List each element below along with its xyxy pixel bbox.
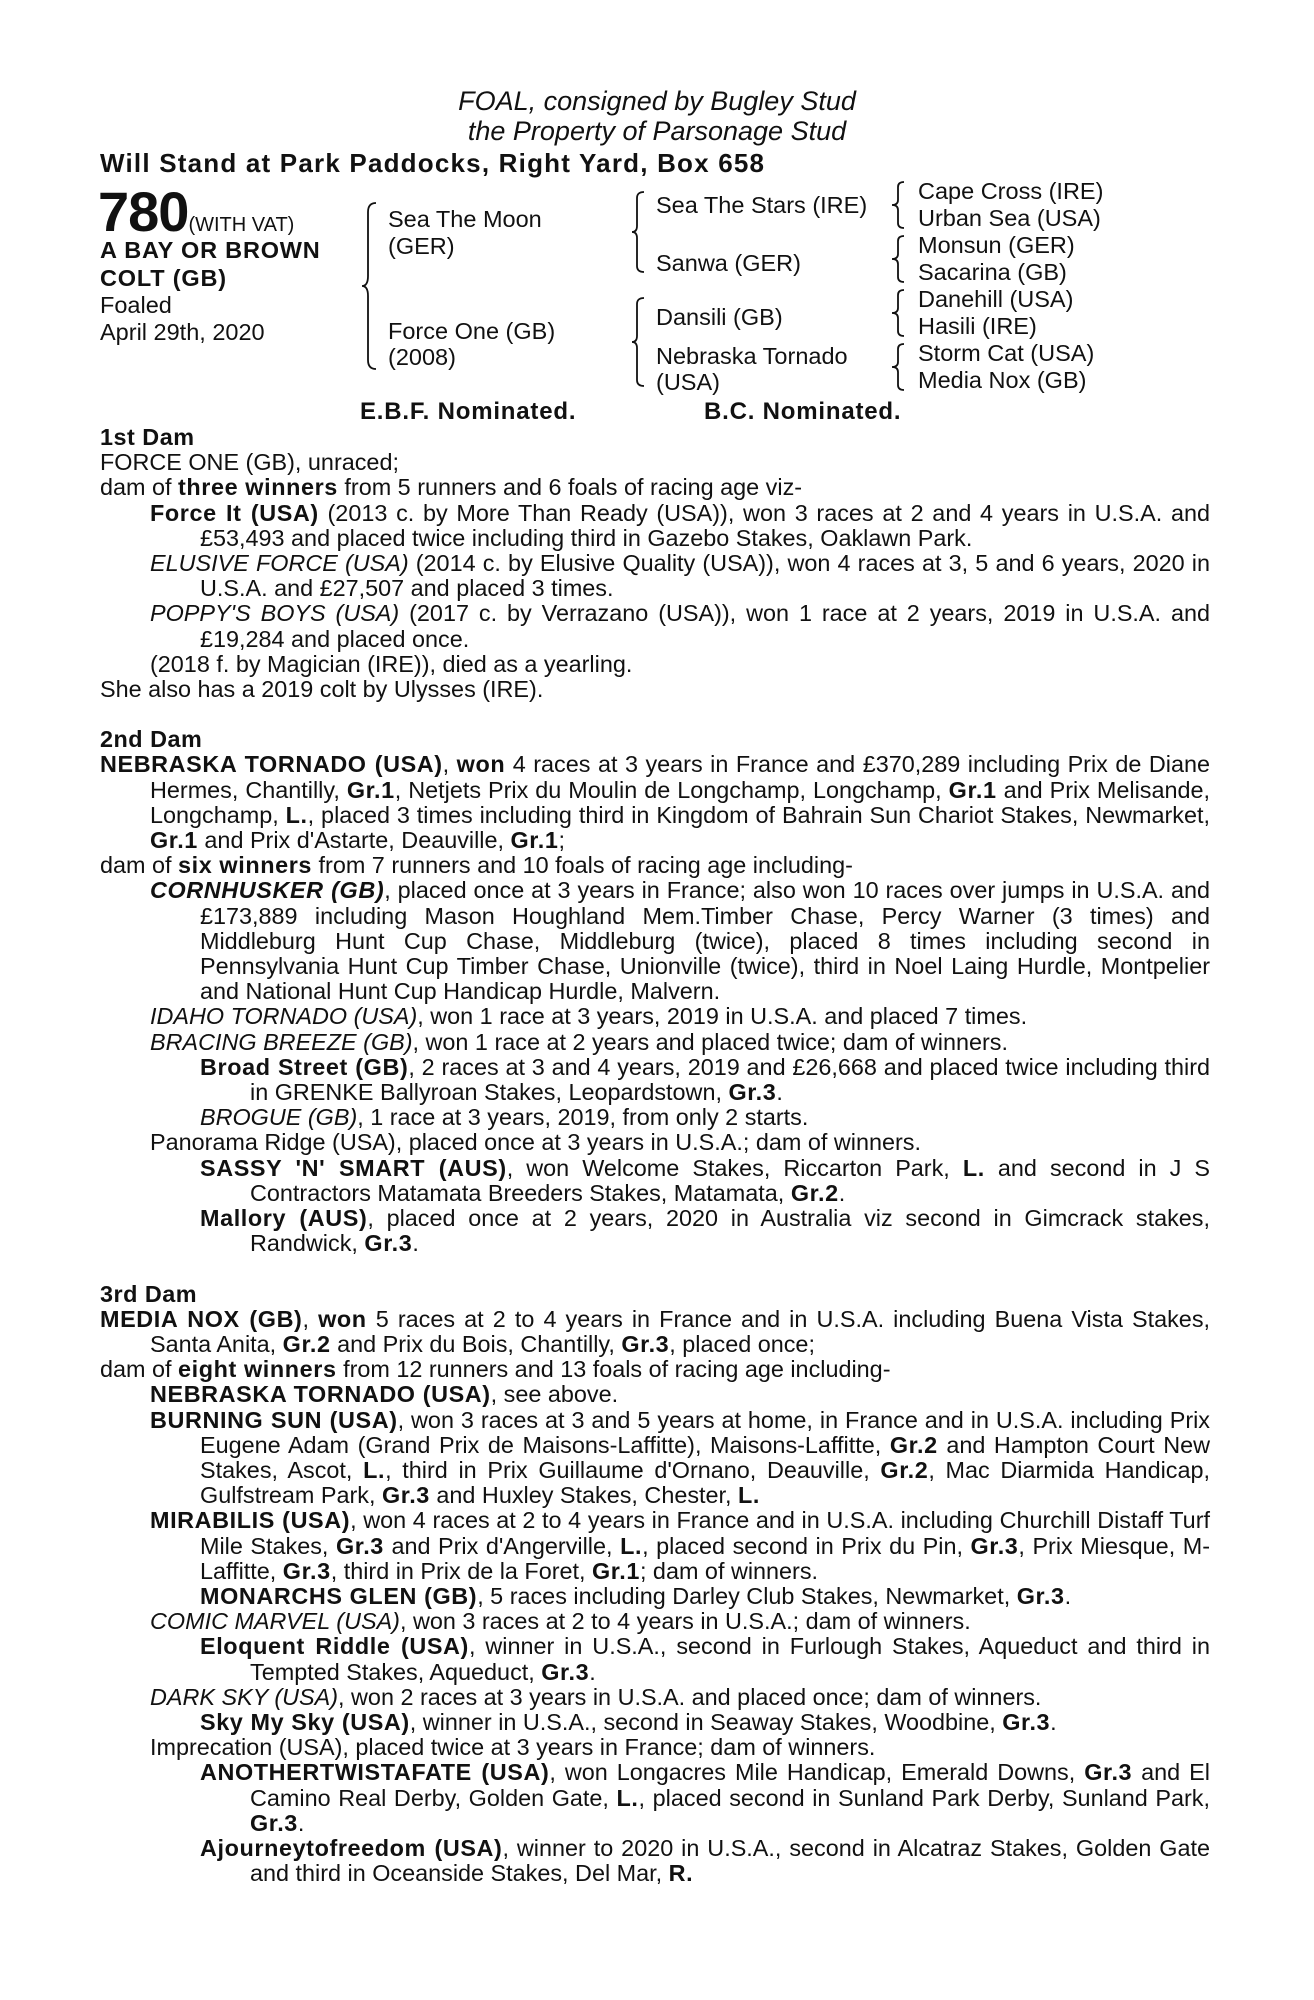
first-dam-heading: 1st Dam	[100, 424, 195, 450]
produce-mirabilis: MIRABILIS (USA), won 4 races at 2 to 4 years in France and in U.S.A. including Churchill Distaff Turf Mile Stakes, Gr.3 and Prix d'Angerville, L., placed second in Prix du Pin, Gr.3, Prix Miesque, M-Laffitte, Gr.3, third in Prix de la Foret, Gr.1; dam of winners.	[150, 1507, 1211, 1584]
produce-monarchs-glen: MONARCHS GLEN (GB), 5 races including Darley Club Stakes, Newmarket, Gr.3.	[200, 1582, 1072, 1609]
second-dam-heading: 2nd Dam	[100, 726, 203, 753]
dam-sire-sire: Danehill (USA)	[918, 286, 1074, 312]
vat-note: (WITH VAT)	[188, 214, 295, 236]
ds-brace-icon	[890, 288, 908, 338]
stand-location: Will Stand at Park Paddocks, Right Yard, Box 658	[100, 148, 766, 178]
sire-name: Sea The Moon	[388, 206, 542, 232]
sire-sire: Sea The Stars (IRE)	[656, 192, 868, 218]
produce-bracing-breeze: BRACING BREEZE (GB), won 1 race at 2 years and placed twice; dam of winners.	[150, 1028, 1008, 1055]
dam-dam-country: (USA)	[656, 369, 720, 395]
sire-sire-sire: Cape Cross (IRE)	[918, 178, 1104, 204]
produce-nebraska-tornado: NEBRASKA TORNADO (USA), see above.	[150, 1381, 619, 1408]
foaled-date: April 29th, 2020	[100, 319, 265, 345]
bc-nomination: B.C. Nominated.	[704, 398, 902, 425]
sire-sire-dam: Urban Sea (USA)	[918, 205, 1101, 231]
produce-cornhusker: CORNHUSKER (GB), placed once at 3 years in France; also won 10 races over jumps in U.S.A. and £173,889 including Mason Houghland Mem.Timber Chase, Percy Warner (3 times) and Middleburg Hunt Cup Chase, Middleburg (twice), placed 8 times including second in Pennsylvania Hunt Cup Timber Chase, Unionville (twice), third in Noel Laing Hurdle, Montpelier and National Hunt Cup Handicap Hurdle, Malvern.	[150, 877, 1210, 1005]
first-dam-produce-line: dam of three winners from 5 runners and 6 foals of racing age viz-	[100, 474, 803, 501]
produce-force-it: Force It (USA) (2013 c. by More Than Ready (USA)), won 3 races at 2 and 4 years in U.S.A. and £53,493 and placed twice including third in Gazebo Stakes, Oaklawn Park.	[150, 499, 1210, 551]
produce-comic-marvel: COMIC MARVEL (USA), won 3 races at 2 to 4 years in U.S.A.; dam of winners.	[150, 1608, 971, 1635]
sd-brace-icon	[890, 234, 908, 284]
third-dam-heading: 3rd Dam	[100, 1280, 198, 1307]
dam-line-brace-icon	[630, 296, 648, 388]
produce-mallory: Mallory (AUS), placed once at 2 years, 2020 in Australia viz second in Gimcrack stakes, Randwick, Gr.3.	[200, 1205, 1211, 1257]
produce-elusive-force: ELUSIVE FORCE (USA) (2014 c. by Elusive Quality (USA)), won 4 races at 3, 5 and 6 years, 2020 in U.S.A. and £27,507 and placed 3 times.	[150, 550, 1210, 602]
sire-line-brace-icon	[630, 190, 648, 274]
second-dam-produce-line: dam of six winners from 7 runners and 10 foals of racing age including-	[100, 852, 853, 879]
produce-2019-colt: She also has a 2019 colt by Ulysses (IRE).	[100, 676, 544, 703]
third-dam-produce-line: dam of eight winners from 12 runners and 13 foals of racing age including-	[100, 1356, 891, 1383]
produce-sky-my-sky: Sky My Sky (USA), winner in U.S.A., second in Seaway Stakes, Woodbine, Gr.3.	[200, 1708, 1057, 1735]
produce-anothertwistafate: ANOTHERTWISTAFATE (USA), won Longacres Mile Handicap, Emerald Downs, Gr.3 and El Camino Real Derby, Golden Gate, L., placed second in Sunland Park Derby, Sunland Park, Gr.3.	[200, 1759, 1210, 1836]
produce-2018-filly: (2018 f. by Magician (IRE)), died as a yearling.	[150, 650, 633, 677]
lot-number-block	[98, 180, 295, 243]
dd-brace-icon	[890, 342, 908, 392]
produce-dark-sky: DARK SKY (USA), won 2 races at 3 years in U.S.A. and placed once; dam of winners.	[150, 1683, 1042, 1710]
foaled-label: Foaled	[100, 292, 172, 318]
third-dam-record: MEDIA NOX (GB), won 5 races at 2 to 4 years in France and in U.S.A. including Buena Vista Stakes, Santa Anita, Gr.2 and Prix du Bois, Chantilly, Gr.3, placed once;	[100, 1305, 1211, 1357]
produce-broad-street: Broad Street (GB), 2 races at 3 and 4 years, 2019 and £26,668 and placed twice including third in GRENKE Ballyroan Stakes, Leopardstown, Gr.3.	[200, 1053, 1211, 1106]
second-dam-record: NEBRASKA TORNADO (USA), won 4 races at 3 years in France and £370,289 including Prix de Diane Hermes, Chantilly, Gr.1, Netjets Prix du Moulin de Longchamp, Longchamp, Gr.1 and Prix Melisande, Longchamp, L., placed 3 times including third in Kingdom of Bahrain Sun Chariot Stakes, Newmarket, Gr.1 and Prix d'Astarte, Deauville, Gr.1;	[100, 751, 1210, 854]
sire-dam: Sanwa (GER)	[656, 250, 801, 276]
property-line: the Property of Parsonage Stud	[467, 116, 847, 146]
first-dam-line: FORCE ONE (GB), unraced;	[100, 449, 399, 476]
lot-desc-line1: A BAY OR BROWN	[100, 237, 321, 263]
produce-sassy-n-smart: SASSY 'N' SMART (AUS), won Welcome Stakes, Riccarton Park, L. and second in J S Contractors Matamata Breeders Stakes, Matamata, Gr.2.	[200, 1154, 1210, 1206]
ebf-nomination: E.B.F. Nominated.	[360, 398, 577, 425]
produce-brogue: BROGUE (GB), 1 race at 3 years, 2019, from only 2 starts.	[200, 1104, 809, 1131]
dam-sire: Dansili (GB)	[656, 304, 783, 330]
dam-name: Force One (GB)	[388, 318, 556, 344]
produce-imprecation: Imprecation (USA), placed twice at 3 years in France; dam of winners.	[150, 1734, 876, 1761]
consignor-line: FOAL, consigned by Bugley Stud	[458, 86, 856, 116]
dam-dam-name: Nebraska Tornado	[656, 343, 848, 369]
dam-dam-dam: Media Nox (GB)	[918, 367, 1087, 393]
lot-number: 780	[98, 180, 189, 243]
ss-brace-icon	[890, 180, 908, 230]
sire-country: (GER)	[388, 233, 455, 259]
dam-dam-sire: Storm Cat (USA)	[918, 340, 1095, 366]
produce-panorama-ridge: Panorama Ridge (USA), placed once at 3 years in U.S.A.; dam of winners.	[150, 1129, 921, 1156]
produce-idaho-tornado: IDAHO TORNADO (USA), won 1 race at 3 years, 2019 in U.S.A. and placed 7 times.	[150, 1003, 1028, 1030]
produce-eloquent-riddle: Eloquent Riddle (USA), winner in U.S.A., second in Furlough Stakes, Aqueduct and third in Tempted Stakes, Aqueduct, Gr.3.	[200, 1633, 1210, 1685]
produce-poppys-boys: POPPY'S BOYS (USA) (2017 c. by Verrazano (USA)), won 1 race at 2 years, 2019 in U.S.A. and £19,284 and placed once.	[150, 600, 1210, 652]
dam-sire-dam: Hasili (IRE)	[918, 313, 1037, 339]
dam-year: (2008)	[388, 344, 456, 370]
lot-description	[100, 236, 321, 292]
sire-dam-brace-icon	[360, 200, 380, 372]
sire-dam-dam: Sacarina (GB)	[918, 259, 1067, 285]
catalogue-body	[100, 425, 1210, 1886]
lot-desc-line2: COLT (GB)	[100, 265, 227, 291]
produce-burning-sun: BURNING SUN (USA), won 3 races at 3 and 5 years at home, in France and in U.S.A. including Prix Eugene Adam (Grand Prix de Maisons-Laffitte), Maisons-Laffitte, Gr.2 and Hampton Court New Stakes, Ascot, L., third in Prix Guillaume d'Ornano, Deauville, Gr.2, Mac Diarmida Handicap, Gulfstream Park, Gr.3 and Huxley Stakes, Chester, L.	[150, 1406, 1211, 1509]
sire-dam-sire: Monsun (GER)	[918, 232, 1075, 258]
produce-ajourneytofreedom: Ajourneytofreedom (USA), winner to 2020 in U.S.A., second in Alcatraz Stakes, Golden Gate and third in Oceanside Stakes, Del Mar, R.	[200, 1834, 1211, 1887]
